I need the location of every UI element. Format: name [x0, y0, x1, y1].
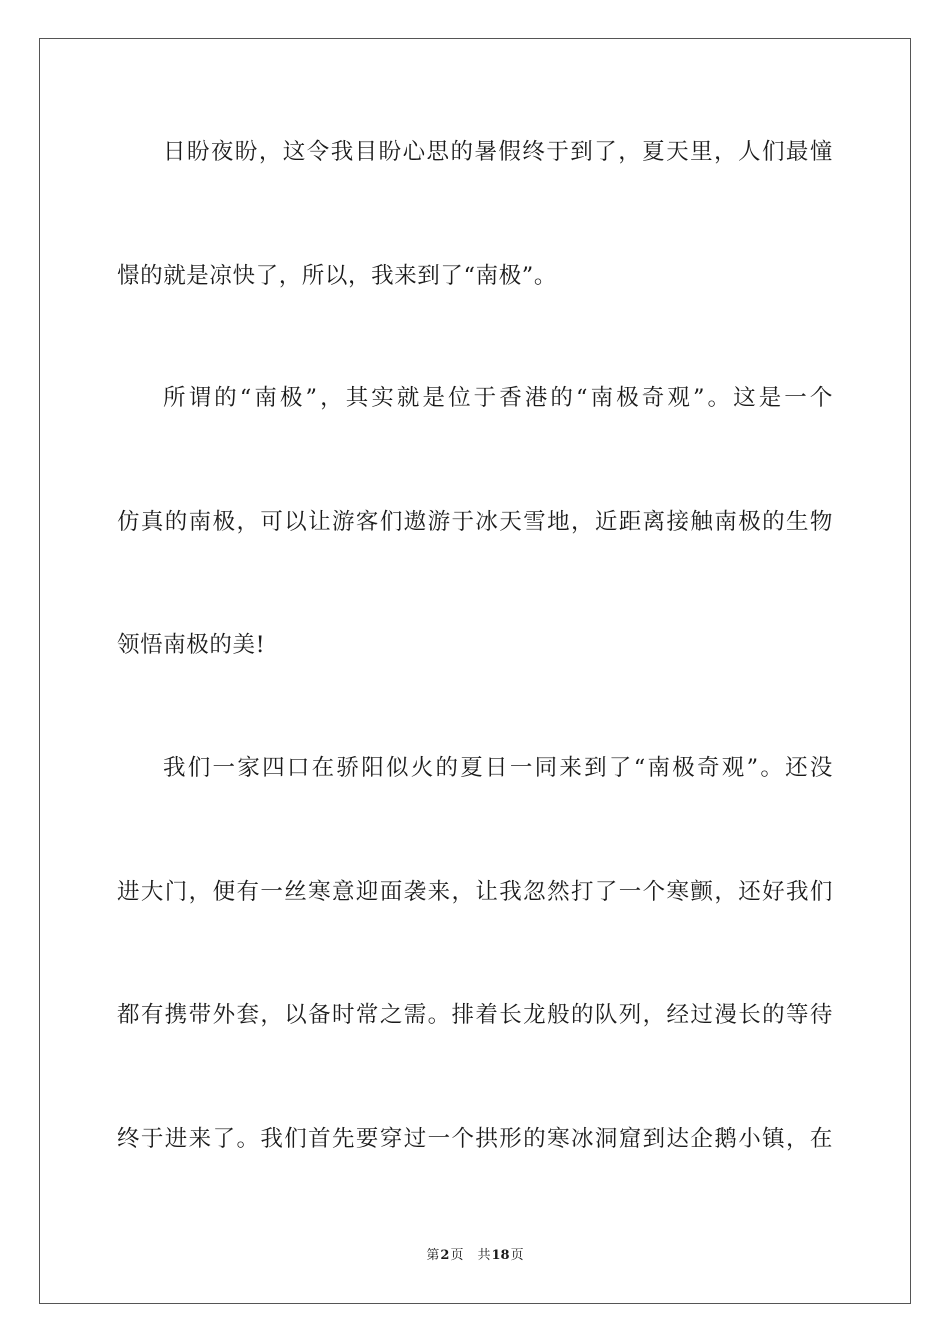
page-border [39, 38, 911, 1304]
paragraph-3-line-3: 都有携带外套，以备时常之需。排着长龙般的队列，经过漫长的等待 [117, 1002, 833, 1028]
paragraph-3-line-2: 进大门，便有一丝寒意迎面袭来，让我忽然打了一个寒颤，还好我们 [117, 879, 833, 905]
page-number: 2 [440, 1248, 450, 1263]
paragraph-3-line-1: 我们一家四口在骄阳似火的夏日一同来到了“南极奇观”。还没 [163, 755, 833, 781]
paragraph-1-line-1: 日盼夜盼，这令我目盼心思的暑假终于到了，夏天里，人们最憧 [163, 139, 833, 165]
page-footer [0, 1247, 950, 1265]
total-pages: 18 [491, 1248, 510, 1263]
page-prefix: 第 [426, 1248, 440, 1263]
paragraph-2-line-1: 所谓的“南极”，其实就是位于香港的“南极奇观”。这是一个 [163, 385, 833, 411]
paragraph-3-line-4: 终于进来了。我们首先要穿过一个拱形的寒冰洞窟到达企鹅小镇，在 [117, 1126, 833, 1152]
paragraph-2-line-3: 领悟南极的美! [117, 632, 266, 658]
page-suffix: 页 [450, 1248, 464, 1263]
paragraph-2-line-2: 仿真的南极，可以让游客们遨游于冰天雪地，近距离接触南极的生物 [117, 509, 833, 535]
total-suffix: 页 [510, 1248, 524, 1263]
total-prefix: 共 [477, 1248, 491, 1263]
paragraph-1-line-2: 憬的就是凉快了，所以，我来到了“南极”。 [117, 263, 558, 289]
